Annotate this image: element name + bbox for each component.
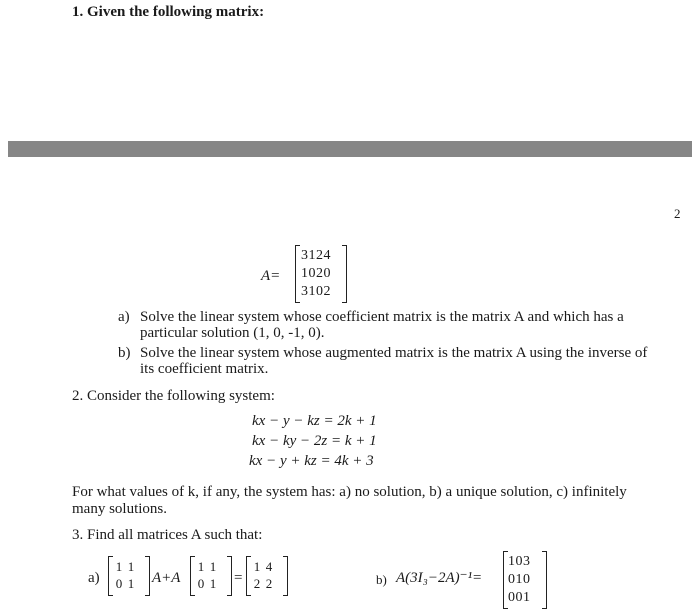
- problem1-part-b-line1: Solve the linear system whose augmented matrix is the matrix A using the inverse of: [140, 345, 648, 361]
- matrix-m2: 1 1 0 1: [190, 556, 232, 596]
- matrix-m4-row-2: 010: [508, 572, 531, 587]
- equation-2: kx − ky − 2z = k + 1: [252, 433, 377, 449]
- problem1-part-a-line2: particular solution (1, 0, -1, 0).: [140, 325, 325, 341]
- problem1-part-a-label: a): [118, 309, 130, 325]
- matrix-a: [295, 245, 347, 303]
- problem3-part-b-label: b): [376, 572, 387, 587]
- problem2-heading: 2. Consider the following system:: [72, 388, 275, 404]
- problem3-equals: =: [234, 570, 243, 586]
- problem1-part-b-line2: its coefficient matrix.: [140, 361, 269, 377]
- page-divider: [8, 141, 692, 157]
- problem2-question-line1: For what values of k, if any, the system has: a) no solution, b) a unique solution, c) infinitely: [72, 484, 627, 500]
- page-number: 2: [674, 206, 681, 221]
- matrix-a-row-1: 3124: [301, 248, 331, 263]
- problem1-part-b-label: b): [118, 345, 131, 361]
- matrix-a-row-3: 3102: [301, 284, 331, 299]
- equation-1: kx − y − kz = 2k + 1: [252, 413, 377, 429]
- problem3-part-a-label: a): [88, 570, 100, 586]
- matrix-m4-row-1: 103: [508, 554, 531, 569]
- matrix-m3: 1 4 2 2: [246, 556, 288, 596]
- matrix-a-label: A=: [261, 268, 281, 284]
- problem1-part-a-line1: Solve the linear system whose coefficient matrix is the matrix A and which has a: [140, 309, 624, 325]
- matrix-m4: [503, 551, 547, 609]
- equation-3: kx − y + kz = 4k + 3: [249, 453, 374, 469]
- problem3-expr-mid: A+A: [152, 570, 181, 586]
- matrix-a-row-2: 1020: [301, 266, 331, 281]
- matrix-m4-row-3: 001: [508, 590, 531, 605]
- problem3-part-b-expr: A(3I₃−2A)⁻¹=: [396, 570, 483, 586]
- matrix-m1: 1 1 0 1: [108, 556, 150, 596]
- problem2-question-line2: many solutions.: [72, 501, 168, 517]
- problem3-heading: 3. Find all matrices A such that:: [72, 527, 263, 543]
- problem1-heading: 1. Given the following matrix:: [72, 4, 265, 20]
